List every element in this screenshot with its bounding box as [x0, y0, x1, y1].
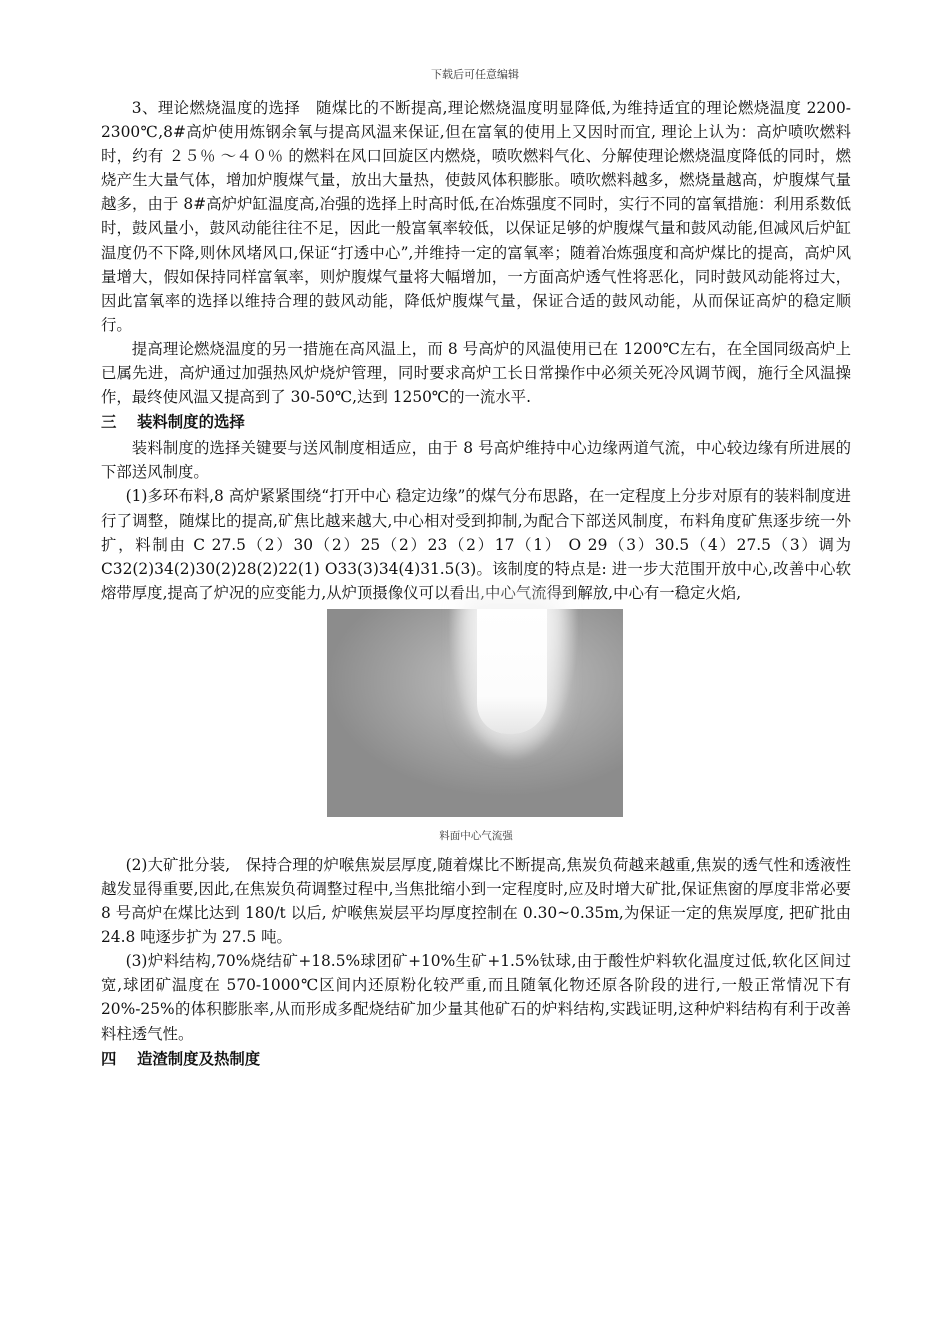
section-number: 三	[101, 413, 117, 432]
paragraph-large-ore-batch: (2)大矿批分装, 保持合理的炉喉焦炭层厚度,随着煤比不断提高,焦炭负荷越来越重,焦炭的透气性和透液性越发显得重要,因此,在焦炭负荷调整过程中,当焦批缩小到一定程度时,应及时增大矿批,保证焦窗的厚度非常必要 8 号高炉在煤比达到 180/t 以后, 炉喉焦炭层平均厚度控制在 0.30~0.35m,为保证一定的焦炭厚度, 把矿批由 24.8 吨逐步扩为 27.5 吨。	[101, 855, 851, 947]
section-title: 装料制度的选择	[137, 413, 245, 432]
section-heading-charging	[101, 409, 851, 436]
page-header: 下载后可任意编辑	[431, 68, 519, 81]
center-flame-shape	[477, 609, 547, 734]
paragraph-burden-structure: (3)炉料结构,70%烧结矿+18.5%球团矿+10%生矿+1.5%钛球,由于酸性炉料软化温度过低,软化区间过宽,球团矿温度在 570-1000℃区间内还原粉化较严重,而且随氧化物还原各阶段的进行,一般正常情况下有 20%-25%的体积膨胀率,从而形成多配烧结矿加少量其他矿石的炉料结构,实践证明,这种炉料结构有利于改善料柱透气性。	[101, 952, 851, 1043]
figure-caption: 料面中心气流强	[439, 829, 513, 842]
paragraph-charging-intro: 装料制度的选择关键要与送风制度相适应，由于 8 号高炉维持中心边缘两道气流，中心较边缘有所进展的下部送风制度。	[101, 439, 851, 482]
furnace-top-camera-image	[327, 609, 623, 817]
section-number: 四	[101, 1049, 117, 1068]
paragraph-multi-ring: (1)多环布料,8 高炉紧紧围绕“打开中心 稳定边缘”的煤气分布思路，在一定程度上分步对原有的装料制度进行了调整，随煤比的提高,矿焦比越来越大,中心相对受到抑制,为配合下部送风制度，布料角度矿焦逐步统一外扩，料制由 C 27.5（2）30（2）25（2）23（2）17（1） O 29（3）30.5（4）27.5（3）调为C32(2)34(2)30(2)28(2)22(1) O33(3)34(4)31.5(3)。该制度的特点是: 进一步大范围开放中心,改善中心软熔带厚度,提高了炉况的应变能力,从炉顶摄像仪可以看出,中心气流得到解放,中心有一稳定火焰,	[101, 487, 851, 602]
paragraph-combustion-temperature: 3、理论燃烧温度的选择 随煤比的不断提高,理论燃烧温度明显降低,为维持适宜的理论燃烧温度 2200-2300℃,8#高炉使用炼钢余氧与提高风温来保证,但在富氧的使用上又因时而宜, 理论上认为：高炉喷吹燃料时，约有 ２５％ ～４０％ 的燃料在风口回旋区内燃烧，喷吹燃料气化、分解使理论燃烧温度降低的同时，燃烧产生大量气体，增加炉腹煤气量，放出大量热，使鼓风体积膨胀。喷吹燃料越多，燃烧量越高，炉腹煤气量越多，由于 8#高炉炉缸温度高,冶强的选择上时高时低,在冶炼强度不同时，实行不同的富氧措施：利用系数低时，鼓风量小，鼓风动能往往不足，因此一般富氧率较低，以保证足够的炉腹煤气量和鼓风动能,但减风后炉缸温度仍不下降,则休风堵风口,保证“打透中心”,并维持一定的富氧率；随着冶炼强度和高炉煤比的提高，高炉风量增大，假如保持同样富氧率，则炉腹煤气量将大幅增加，一方面高炉透气性将恶化，同时鼓风动能将过大，因此富氧率的选择以维持合理的鼓风动能，降低炉腹煤气量，保证合适的鼓风动能，从而保证高炉的稳定顺行。	[101, 99, 851, 334]
section-heading-slag	[101, 1046, 851, 1073]
paragraph-blast-temperature: 提高理论燃烧温度的另一措施在高风温上，而 8 号高炉的风温使用已在 1200℃左右，在全国同级高炉上已属先进，高炉通过加强热风炉烧炉管理，同时要求高炉工长日常操作中必须关死冷风调节阀，施行全风温操作，最终使风温又提高到了 30-50℃,达到 1250℃的一流水平.	[101, 339, 851, 407]
section-title: 造渣制度及热制度	[137, 1049, 261, 1068]
document-body	[101, 96, 851, 1073]
